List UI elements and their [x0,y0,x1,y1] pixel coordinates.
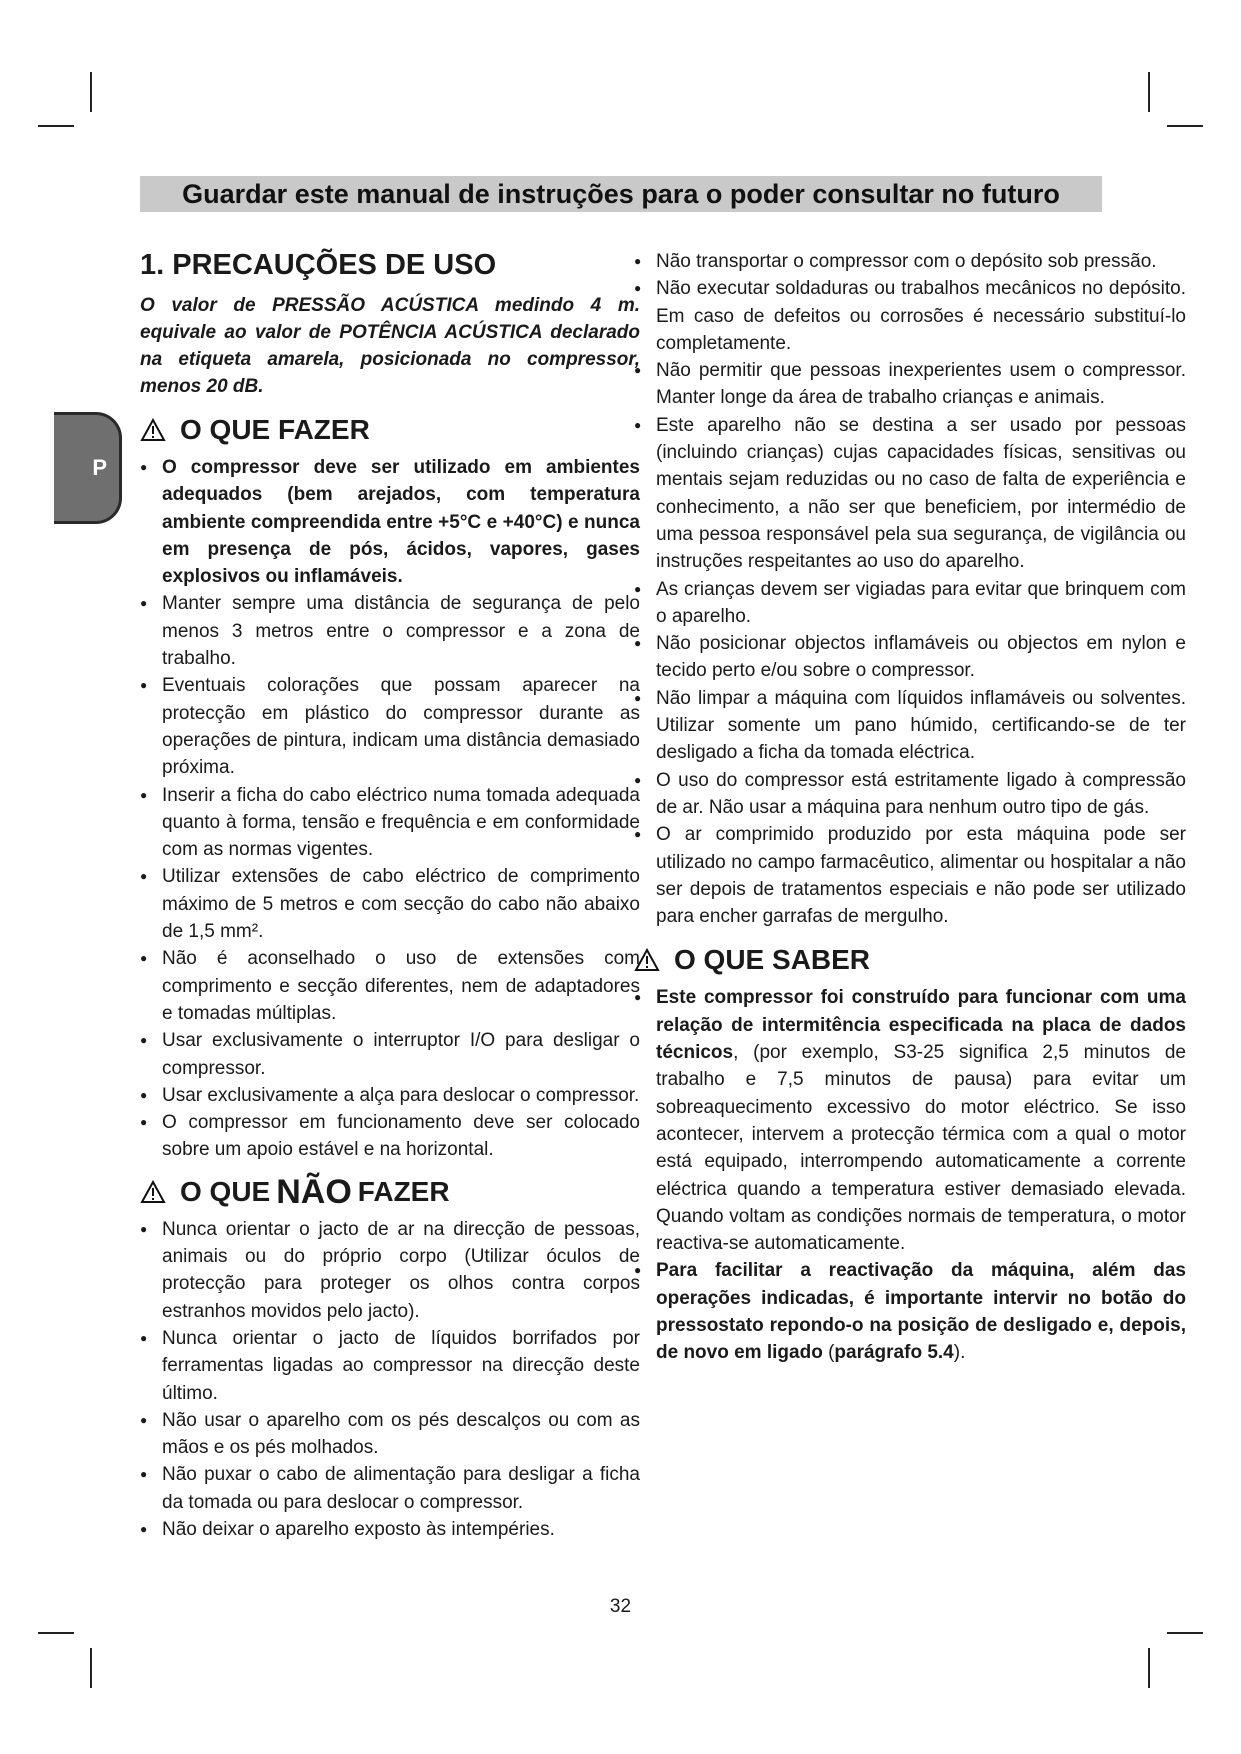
header-banner: Guardar este manual de instruções para o poder consultar no futuro [140,176,1102,212]
warning-icon [634,948,660,972]
language-tab-letter: P [92,455,107,480]
o-que-nao-fazer-heading [140,1174,640,1210]
o-que-nao-fazer-list [140,1216,640,1544]
language-tab [54,412,122,524]
list-item: ● Nunca orientar o jacto de ar na direcção de pessoas, animais ou do próprio corpo (Utilizar óculos de protecção para proteger os olhos contra corpos estranhos movidos pelo jacto). [140,1216,640,1325]
crop-mark [1148,1648,1150,1688]
crop-mark [1167,125,1203,127]
list-item: ● Não limpar a máquina com líquidos inflamáveis ou solventes. Utilizar somente um pano húmido, certificando-se de ter desligado a ficha da tomada eléctrica. [634,685,1186,767]
section-title: 1. PRECAUÇÕES DE USO [140,249,497,281]
o-que-saber-title: O QUE SABER [674,944,871,976]
warning-icon [140,1180,166,1204]
list-item: ● Não posicionar objectos inflamáveis ou objectos em nylon e tecido perto e/ou sobre o compressor. [634,630,1186,685]
o-que-fazer-heading [140,412,640,448]
crop-mark [38,1632,74,1634]
list-item: ● Manter sempre uma distância de segurança de pelo menos 3 metros entre o compressor e a zona de trabalho. [140,590,640,672]
crop-mark [90,1648,92,1688]
intro-paragraph: O valor de PRESSÃO ACÚSTICA medindo 4 m. equivale ao valor de POTÊNCIA ACÚSTICA declarado na etiqueta amarela, posicionada no compressor, menos 20 dB. [140,295,640,397]
list-item: ● Nunca orientar o jacto de líquidos borrifados por ferramentas ligadas ao compressor na direcção deste último. [140,1325,640,1407]
list-item: ● Inserir a ficha do cabo eléctrico numa tomada adequada quanto à forma, tensão e frequência e em conformidade com as normas vigentes. [140,782,640,864]
o-que-nao-fazer-title-prefix: O QUE [180,1175,271,1207]
paren-open: ( [822,1342,835,1364]
list-item: ● O compressor em funcionamento deve ser colocado sobre um apoio estável e na horizontal. [140,1109,640,1164]
list-item: ● Não usar o aparelho com os pés descalços ou com as mãos e os pés molhados. [140,1407,640,1462]
o-que-saber-heading [634,942,1186,978]
list-item: ● Este aparelho não se destina a ser usado por pessoas (incluindo crianças) cujas capacidades físicas, sensitivas ou mentais sejam reduzidas ou no caso de falta de experiência e conhecimento, a não ser que beneficiem, por intermédio de uma pessoa responsável pela sua segurança, de vigilância ou instruções respeitantes ao uso do aparelho. [634,412,1186,576]
paragraph-reference: parágrafo 5.4 [834,1342,954,1364]
list-item: ● Eventuais colorações que possam aparecer na protecção em plástico do compressor durante as operações de pintura, indicam uma distância demasiado próxima. [140,672,640,781]
list-item: ● O ar comprimido produzido por esta máquina pode ser utilizado no campo farmacêutico, alimentar ou hospitalar a não ser depois de tratamentos especiais e não pode ser utilizado para encher garrafas de mergulho. [634,821,1186,930]
o-que-saber-list [634,984,1186,1366]
list-item: ● Não é aconselhado o uso de extensões com comprimento e secção diferentes, nem de adaptadores e tomadas múltiplas. [140,945,640,1027]
list-item: ● Utilizar extensões de cabo eléctrico de comprimento máximo de 5 metros e com secção do cabo não abaixo de 1,5 mm². [140,863,640,945]
crop-mark [1148,72,1150,112]
list-item: ● Não permitir que pessoas inexperientes usem o compressor. Manter longe da área de trabalho crianças e animais. [634,357,1186,412]
list-item: ● Não transportar o compressor com o depósito sob pressão. [634,248,1186,275]
reactivation-bold-text: Para facilitar a reactivação da máquina, além das operações indicadas, é importante intervir no botão do pressostato repondo-o na posição de desligado e, depois, de novo em ligado [656,1260,1186,1364]
paren-close: ). [953,1342,966,1364]
list-item: ● Não deixar o aparelho exposto às intempéries. [140,1516,640,1543]
o-que-nao-fazer-list-continued [634,248,1186,930]
list-item: ● Usar exclusivamente a alça para deslocar o compressor. [140,1082,640,1109]
list-item: ● O compressor deve ser utilizado em ambientes adequados (bem arejados, com temperatura ambiente compreendida entre +5°C e +40°C) e nunca em presença de pós, ácidos, vapores, gases explosivos ou inflamáveis. [140,454,640,590]
list-item [634,984,1186,1257]
list-item: ● As crianças devem ser vigiadas para evitar que brinquem com o aparelho. [634,576,1186,631]
o-que-nao-fazer-title-suffix: FAZER [357,1175,450,1207]
list-item: ● Não puxar o cabo de alimentação para desligar a ficha da tomada ou para deslocar o compressor. [140,1461,640,1516]
warning-icon [140,418,166,442]
duty-cycle-text: , (por exemplo, S3-25 significa 2,5 minutos de trabalho e 7,5 minutos de pausa) para evitar um sobreaquecimento excessivo do motor eléctrico. Se isso acontecer, intervem a protecção térmica com a qual o motor está equipado, interrompendo automaticamente a corrente eléctrica quando a temperatura estiver demasiado elevada. Quando voltam as condições normais de temperatura, o motor reactiva-se automaticamente. [656,1042,1186,1255]
list-item: ● O uso do compressor está estritamente ligado à compressão de ar. Não usar a máquina para nenhum outro tipo de gás. [634,767,1186,822]
list-item: ● Não executar soldaduras ou trabalhos mecânicos no depósito. Em caso de defeitos ou corrosões é necessário substituí-lo completamente. [634,275,1186,357]
list-item [634,1257,1186,1366]
o-que-nao-fazer-title-big: NÃO [276,1172,352,1211]
page-number: 32 [609,1596,632,1617]
o-que-fazer-title: O QUE FAZER [180,414,370,445]
o-que-fazer-list [140,454,640,1164]
list-item: ● Usar exclusivamente o interruptor I/O para desligar o compressor. [140,1027,640,1082]
crop-mark [38,125,74,127]
left-column [140,248,640,1543]
crop-mark [90,72,92,112]
right-column [634,248,1186,1367]
duty-cycle-bold-text: Este compressor foi construído para funcionar com uma relação de intermitência especificada na placa de dados técnicos [656,987,1186,1064]
crop-mark [1167,1632,1203,1634]
